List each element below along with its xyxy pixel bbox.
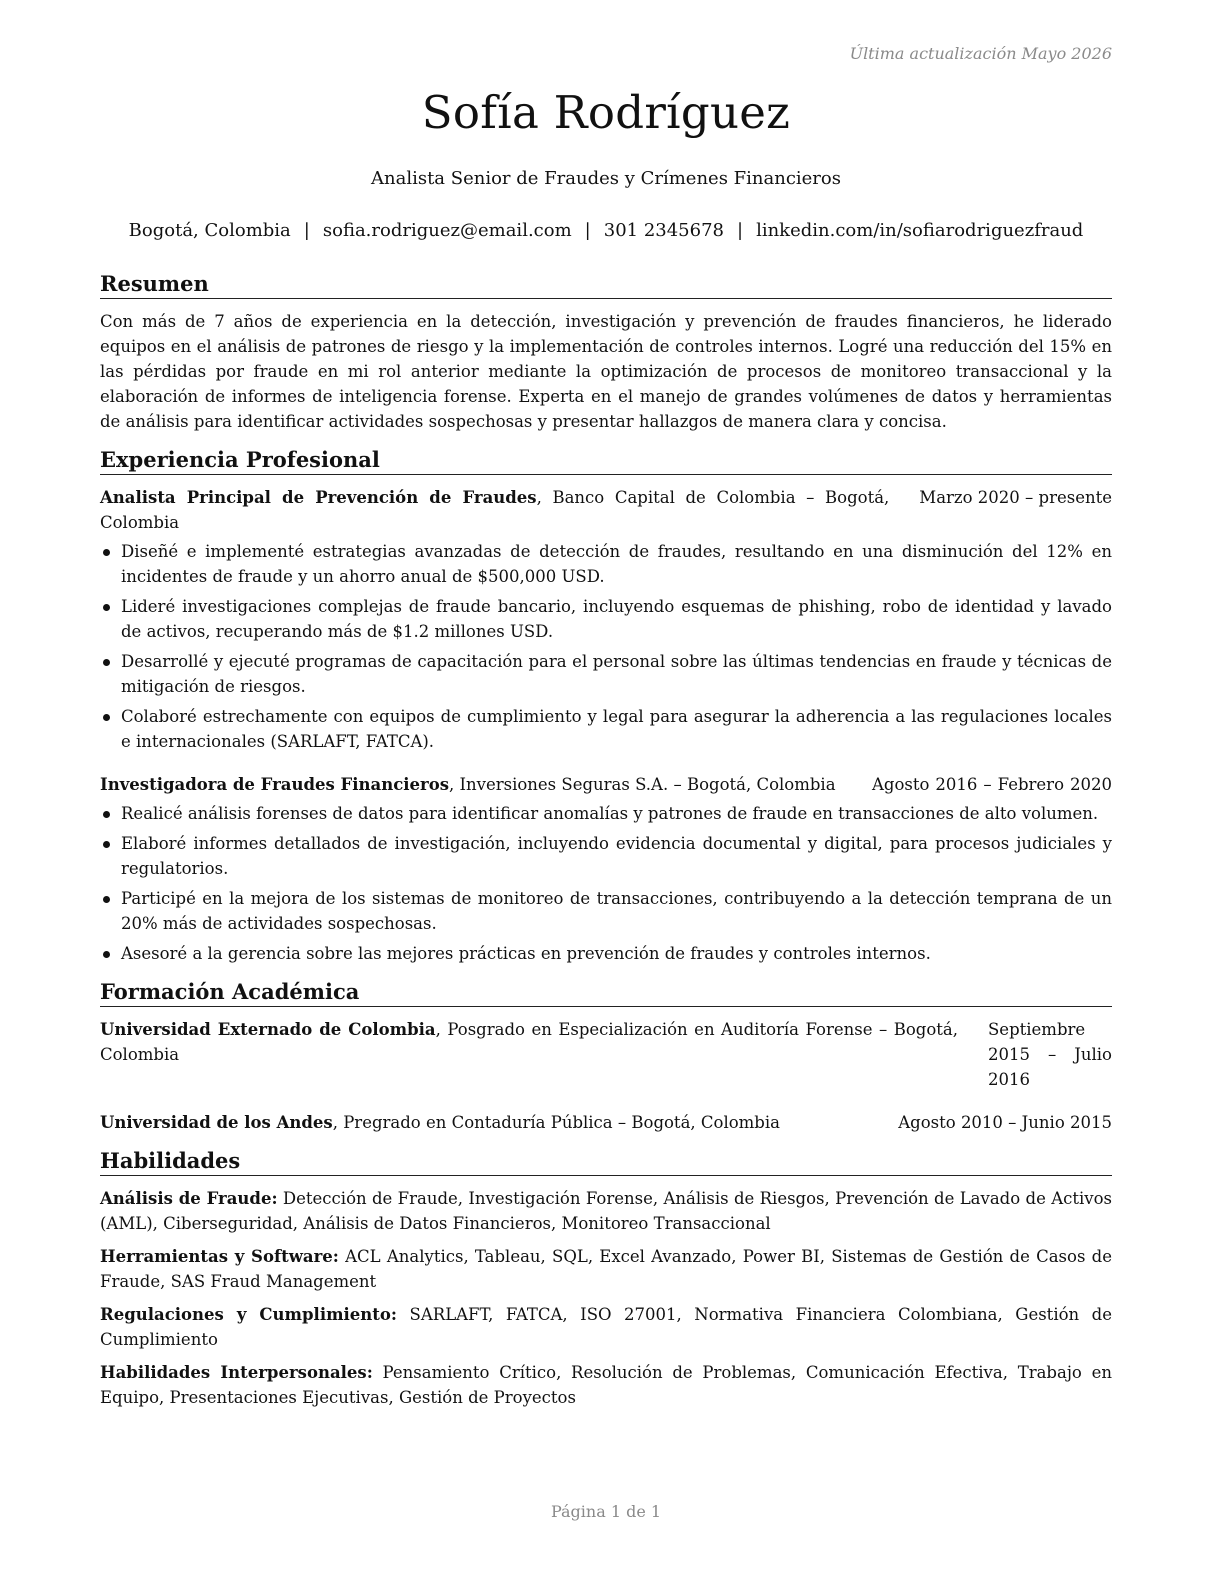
summary-section <box>100 270 1112 434</box>
job-header <box>100 485 1112 535</box>
skill-group <box>100 1186 1112 1236</box>
skill-label: Herramientas y Software: <box>100 1247 339 1266</box>
education-entry <box>100 1110 1112 1135</box>
job-bullet: Colaboré estrechamente con equipos de cumplimiento y legal para asegurar la adherencia a las regulaciones locales e internacionales (SARLAFT, FATCA). <box>100 704 1112 754</box>
job-bullet: Participé en la mejora de los sistemas de monitoreo de transacciones, contribuyendo a la detección temprana de un 20% más de actividades sospechosas. <box>100 886 1112 936</box>
contact-separator: | <box>737 220 744 241</box>
education-header <box>100 1017 1112 1092</box>
skills-heading: Habilidades <box>100 1147 1112 1176</box>
job-bullet: Realicé análisis forenses de datos para identificar anomalías y patrones de fraude en transacciones de alto volumen. <box>100 801 1112 826</box>
skill-label: Regulaciones y Cumplimiento: <box>100 1305 398 1324</box>
skill-list: ACL Analytics, Tableau, SQL, Excel Avanzado, Power BI, Sistemas de Gestión de Casos de Fraude, SAS Fraud Management <box>100 1247 1112 1291</box>
contact-line <box>100 220 1112 241</box>
education-heading: Formación Académica <box>100 978 1112 1007</box>
contact-linkedin[interactable]: linkedin.com/in/sofiarodriguezfraud <box>756 220 1084 241</box>
skill-list: Detección de Fraude, Investigación Forense, Análisis de Riesgos, Prevención de Lavado de Activos (AML), Ciberseguridad, Análisis de Datos Financieros, Monitoreo Transaccional <box>100 1189 1112 1233</box>
education-dates: Agosto 2010 – Junio 2015 <box>898 1113 1112 1132</box>
candidate-name: Sofía Rodríguez <box>421 86 791 139</box>
job-bullet: Lideré investigaciones complejas de fraude bancario, incluyendo esquemas de phishing, robo de identidad y lavado de activos, recuperando más de $1.2 millones USD. <box>100 594 1112 644</box>
contact-location: Bogotá, Colombia <box>128 220 291 241</box>
job-bullets <box>100 801 1112 966</box>
job-role: Investigadora de Fraudes Financieros <box>100 775 449 794</box>
experience-section <box>100 446 1112 966</box>
contact-email[interactable]: sofia.rodriguez@email.com <box>322 220 572 241</box>
skill-label: Habilidades Interpersonales: <box>100 1363 373 1382</box>
job-header <box>100 772 1112 797</box>
skill-group <box>100 1302 1112 1352</box>
job-title-line <box>100 485 889 535</box>
skill-group <box>100 1360 1112 1410</box>
contact-separator: | <box>303 220 310 241</box>
job-entry <box>100 772 1112 966</box>
job-org: , Banco Capital de Colombia – Bogotá, Colombia <box>100 488 890 532</box>
summary-heading: Resumen <box>100 270 1112 299</box>
education-section <box>100 978 1112 1135</box>
skill-group <box>100 1244 1112 1294</box>
job-dates: Agosto 2016 – Febrero 2020 <box>872 775 1112 794</box>
contact-separator: | <box>584 220 591 241</box>
skills-section <box>100 1147 1112 1410</box>
job-bullets <box>100 539 1112 754</box>
job-bullet: Elaboré informes detallados de investigación, incluyendo evidencia documental y digital, para procesos judiciales y regulatorios. <box>100 831 1112 881</box>
education-entry <box>100 1017 1112 1092</box>
job-bullet: Asesoré a la gerencia sobre las mejores prácticas en prevención de fraudes y controles internos. <box>100 941 1112 966</box>
summary-text: Con más de 7 años de experiencia en la detección, investigación y prevención de fraudes financieros, he liderado equipos en el análisis de patrones de riesgo y la implementación de controles internos. Logré una reducción del 15% en las pérdidas por fraude en mi rol anterior mediante la optimización de procesos de monitoreo transaccional y la elaboración de informes de inteligencia forense. Experta en el manejo de grandes volúmenes de datos y herramientas de análisis para identificar actividades sospechosas y presentar hallazgos de manera clara y concisa. <box>100 312 1112 431</box>
job-entry <box>100 485 1112 754</box>
education-school: Universidad de los Andes <box>100 1113 333 1132</box>
skill-list: Pensamiento Crítico, Resolución de Problemas, Comunicación Efectiva, Trabajo en Equipo, Presentaciones Ejecutivas, Gestión de Proyectos <box>100 1363 1112 1407</box>
education-header <box>100 1110 1112 1135</box>
education-detail: , Posgrado en Especialización en Auditoría Forense – Bogotá, Colombia <box>100 1020 958 1064</box>
candidate-title: Analista Senior de Fraudes y Crímenes Financieros <box>371 168 841 189</box>
resume-content <box>100 270 1112 1422</box>
job-title-line <box>100 772 842 797</box>
education-title-line <box>100 1017 958 1067</box>
education-dates: Septiembre 2015 – Julio 2016 <box>988 1020 1112 1089</box>
education-school: Universidad Externado de Colombia <box>100 1020 436 1039</box>
job-role: Analista Principal de Prevención de Fraudes <box>100 488 537 507</box>
job-org: , Inversiones Seguras S.A. – Bogotá, Colombia <box>449 775 836 794</box>
last-updated: Última actualización Mayo 2026 <box>849 44 1112 63</box>
experience-heading: Experiencia Profesional <box>100 446 1112 475</box>
contact-phone: 301 2345678 <box>603 220 724 241</box>
job-bullet: Diseñé e implementé estrategias avanzadas de detección de fraudes, resultando en una disminución del 12% en incidentes de fraude y un ahorro anual de $500,000 USD. <box>100 539 1112 589</box>
job-bullet: Desarrollé y ejecuté programas de capacitación para el personal sobre las últimas tendencias en fraude y técnicas de mitigación de riesgos. <box>100 649 1112 699</box>
education-detail: , Pregrado en Contaduría Pública – Bogotá, Colombia <box>332 1113 780 1132</box>
skill-label: Análisis de Fraude: <box>100 1189 278 1208</box>
skill-list: SARLAFT, FATCA, ISO 27001, Normativa Financiera Colombiana, Gestión de Cumplimiento <box>100 1305 1112 1349</box>
page-number: Página 1 de 1 <box>550 1502 662 1521</box>
job-dates: Marzo 2020 – presente <box>919 488 1112 507</box>
resume-page <box>100 0 1112 1584</box>
education-title-line <box>100 1110 868 1135</box>
